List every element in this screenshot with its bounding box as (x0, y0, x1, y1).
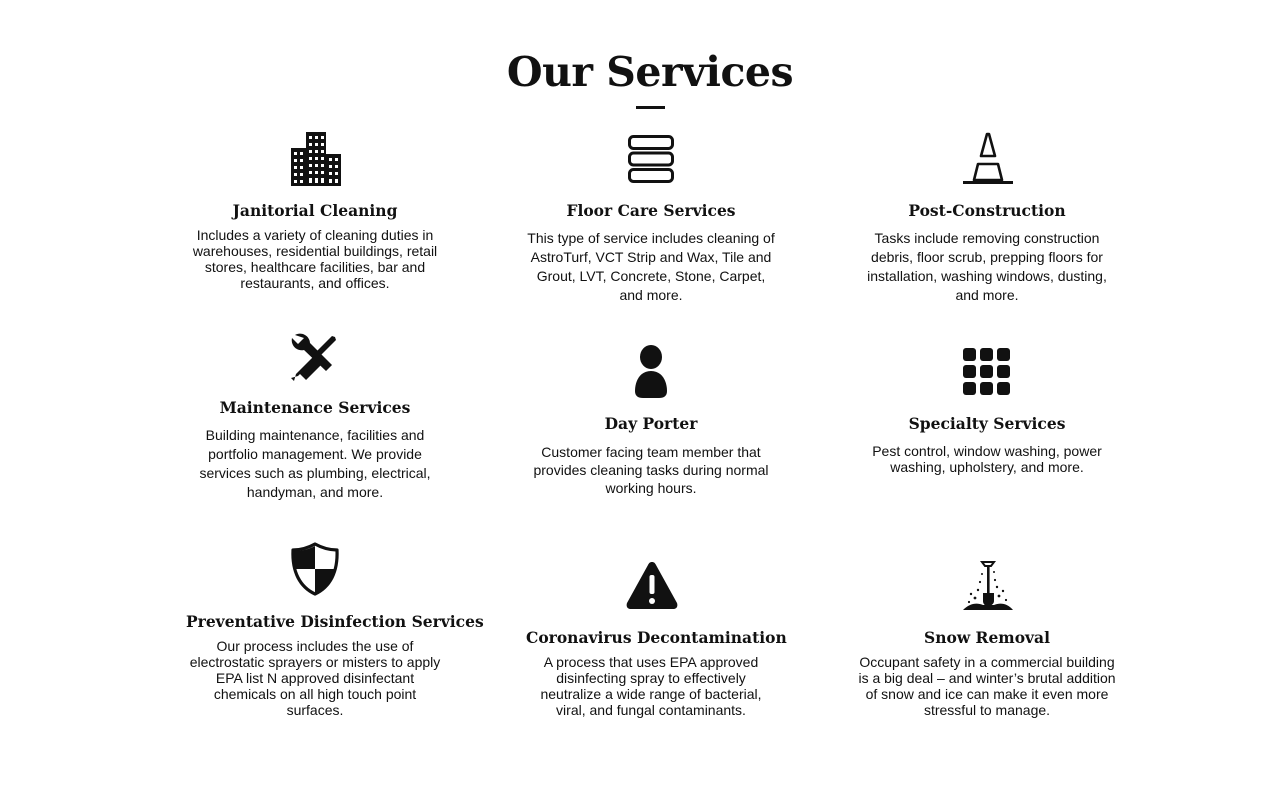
grid-dots-icon (963, 348, 1011, 396)
page-title: Our Services (506, 48, 794, 96)
service-card-coronavirus-decontamination (526, 558, 787, 723)
service-title: Day Porter (604, 414, 698, 433)
stacked-bars-icon (627, 134, 675, 184)
service-description: Pest control, window washing, power washing, upholstery, and more. (872, 443, 1102, 475)
service-description: This type of service includes cleaning of AstroTurf, VCT Strip and Wax, Tile and Grout, LVT, Concrete, Stone, Carpet, and more. (527, 230, 775, 303)
service-title: Floor Care Services (566, 201, 736, 220)
service-card-maintenance (190, 328, 440, 503)
snow-shovel-icon (961, 560, 1015, 612)
shield-icon (290, 542, 340, 596)
office-buildings-icon (290, 132, 342, 186)
service-title: Preventative Disinfection Services (186, 612, 484, 631)
wrench-screwdriver-icon (288, 328, 344, 384)
service-card-floor-care (526, 130, 776, 305)
title-underline (636, 106, 665, 109)
service-title: Coronavirus Decontamination (526, 628, 787, 647)
warning-icon (625, 560, 679, 610)
service-title: Post-Construction (908, 201, 1066, 220)
service-title: Maintenance Services (219, 398, 411, 417)
service-description: Tasks include removing construction debris, floor scrub, prepping floors for installation, washing windows, dusting, and more. (867, 230, 1107, 303)
service-title: Specialty Services (908, 414, 1066, 433)
service-title: Snow Removal (924, 628, 1050, 647)
service-card-day-porter (526, 344, 776, 504)
service-title: Janitorial Cleaning (232, 201, 398, 220)
service-card-preventative-disinfection (186, 540, 484, 720)
service-card-post-construction (862, 130, 1112, 305)
service-description: A process that uses EPA approved disinfecting spray to effectively neutralize a wide range of bacterial, viral, and fungal contaminants. (540, 654, 762, 718)
traffic-cone-icon (961, 132, 1015, 186)
service-description: Building maintenance, facilities and portfolio management. We provide services such as plumbing, electrical, handyman, and more. (199, 427, 431, 500)
service-description: Occupant safety in a commercial building is a big deal – and winter’s brutal addition of snow and ice can make it even more stressful to manage. (858, 654, 1116, 718)
service-description: Our process includes the use of electrostatic sprayers or misters to apply EPA list N approved disinfectant chemicals on all high touch point surfaces. (189, 638, 441, 718)
service-card-janitorial-cleaning (190, 130, 440, 300)
person-icon (634, 345, 668, 399)
service-description: Includes a variety of cleaning duties in warehouses, residential buildings, retail stores, healthcare facilities, bar and restaurants, and offices. (192, 227, 438, 291)
service-description: Customer facing team member that provides cleaning tasks during normal working hours. (533, 444, 769, 496)
service-card-snow-removal (857, 558, 1117, 723)
service-card-specialty (862, 344, 1112, 484)
